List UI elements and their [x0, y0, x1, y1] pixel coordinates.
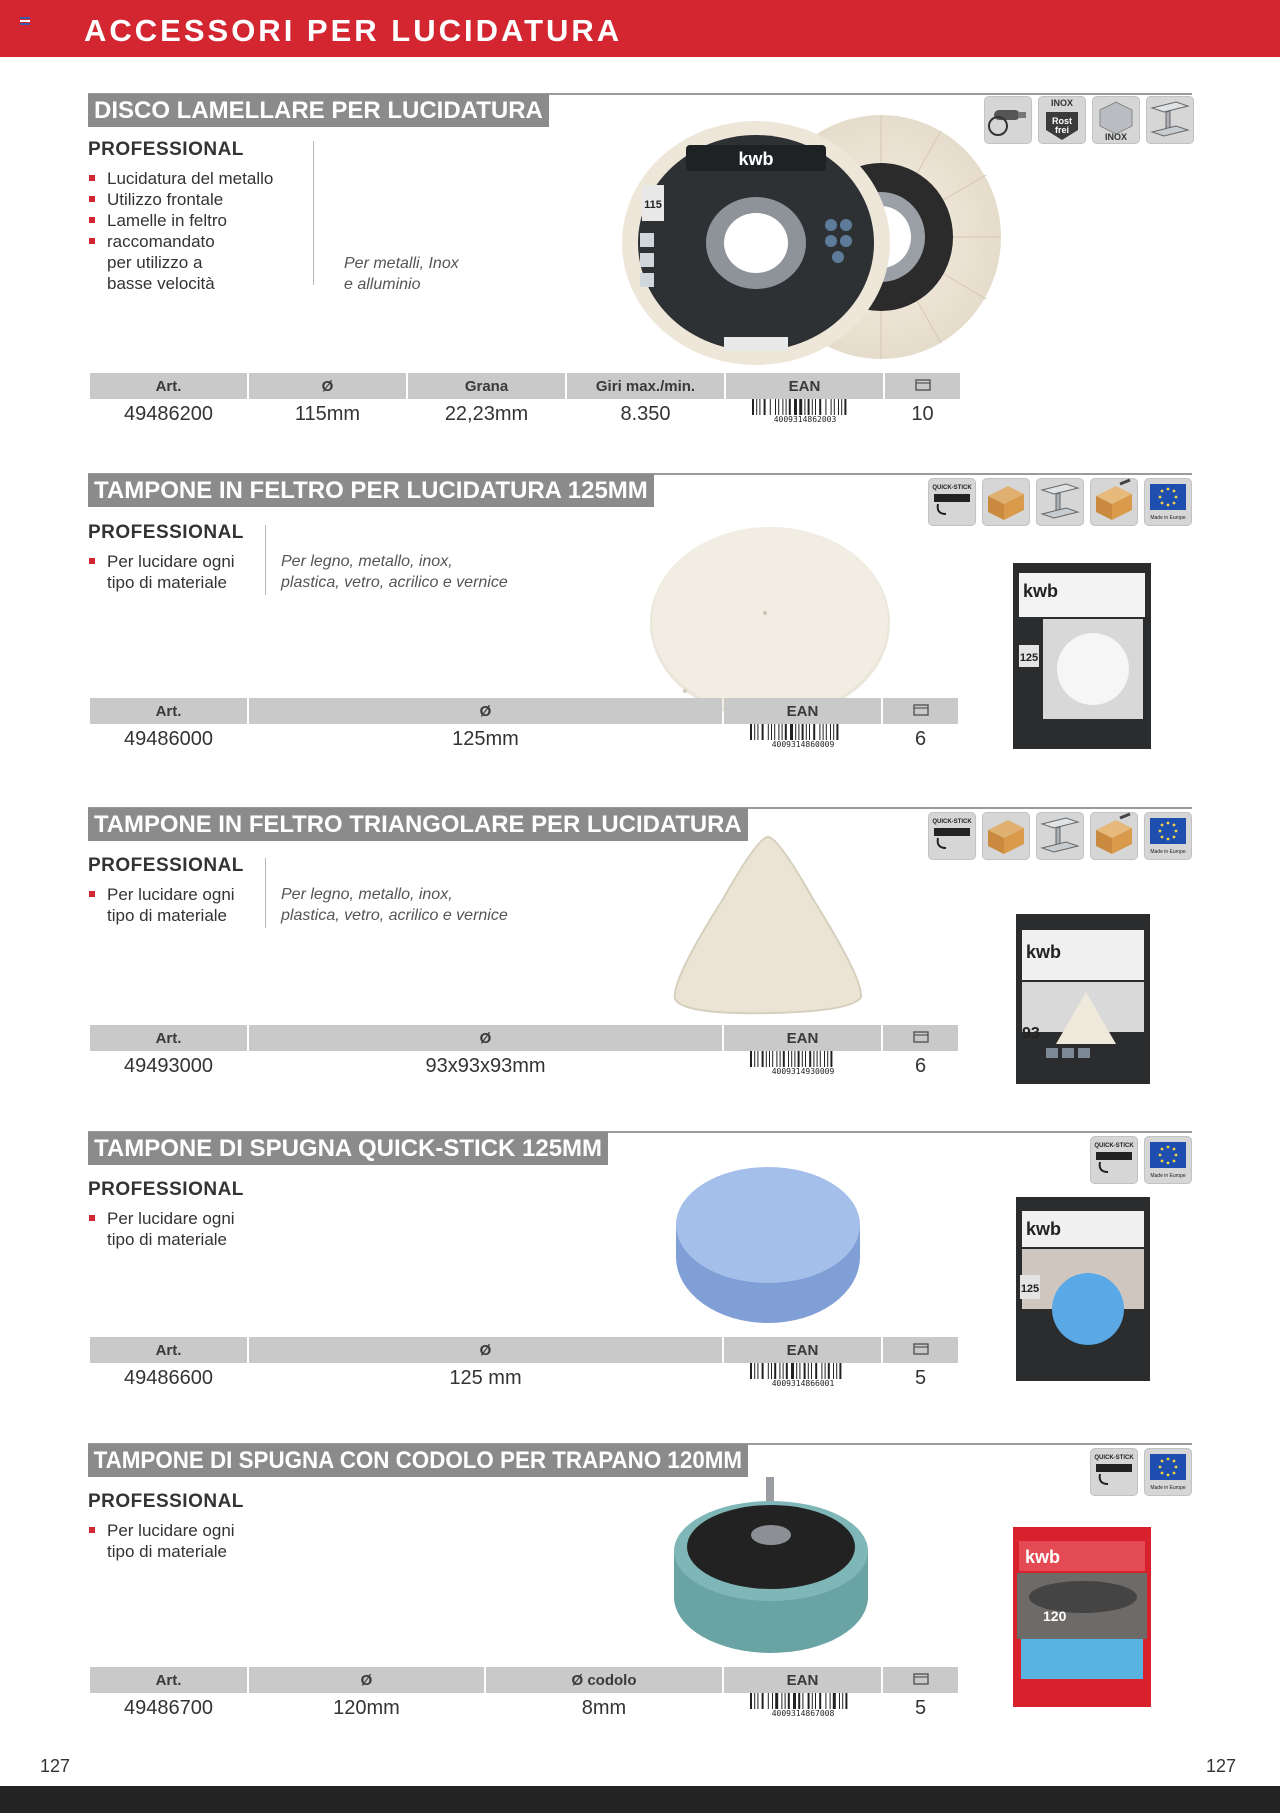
- badge-icons: [1090, 1448, 1192, 1496]
- svg-text:120: 120: [1043, 1608, 1067, 1624]
- angle-grinder-icon: [984, 96, 1032, 144]
- ean-barcode: [724, 1693, 881, 1723]
- col-header: Ø: [249, 1337, 722, 1363]
- section-spugna-quick-stick: [88, 1131, 1192, 1421]
- ean-barcode: [724, 1363, 881, 1393]
- quick-stick-icon: [928, 478, 976, 526]
- page-title: ACCESSORI PER LUCIDATURA: [84, 13, 623, 48]
- made-in-europe-icon: [1144, 1136, 1192, 1184]
- art-number: 49486600: [124, 1366, 213, 1389]
- ean-number: 4009314866001: [771, 1379, 834, 1387]
- svg-text:kwb: kwb: [1026, 1219, 1062, 1239]
- box-icon: [883, 1025, 958, 1051]
- material-note: Per metalli, Inox e alluminio: [344, 255, 459, 293]
- spec-table: [88, 1337, 960, 1393]
- svg-text:125: 125: [1019, 652, 1039, 664]
- made-in-europe-icon: [1144, 1448, 1192, 1496]
- section-title: TAMPONE IN FELTRO PER LUCIDATURA 125MM: [88, 474, 654, 507]
- svg-text:QUICK-STICK: QUICK-STICK: [1094, 1143, 1134, 1149]
- col-header: EAN: [724, 1337, 881, 1363]
- barcode-graphic: [748, 1051, 858, 1075]
- disc-size: 115: [644, 199, 662, 211]
- section-title: DISCO LAMELLARE PER LUCIDATURA: [88, 94, 549, 127]
- made-in-europe-icon: [1144, 812, 1192, 860]
- col-header: EAN: [724, 1667, 881, 1693]
- col-header: Art.: [90, 1025, 247, 1051]
- svg-text:kwb: kwb: [1026, 942, 1062, 962]
- svg-text:93: 93: [1022, 1025, 1040, 1042]
- barcode-graphic: [748, 1363, 858, 1387]
- disc-brand: kwb: [738, 149, 774, 169]
- box-icon: [883, 1337, 958, 1363]
- package-qty: 6: [914, 727, 927, 750]
- tier-label: PROFESSIONAL: [88, 855, 244, 876]
- col-header: Ø codolo: [486, 1667, 722, 1693]
- badge-icons: [928, 478, 1192, 526]
- ean-barcode: [724, 724, 881, 754]
- col-header: Ø: [249, 1667, 484, 1693]
- col-header: EAN: [726, 373, 883, 399]
- svg-text:INOX: INOX: [1104, 132, 1128, 142]
- ean-number: 4009314862003: [773, 415, 836, 423]
- art-number: 49486200: [124, 402, 213, 425]
- col-header: EAN: [724, 698, 881, 724]
- wood-varnish-icon: [1090, 812, 1138, 860]
- inox-rost-frei-icon: [1038, 96, 1086, 144]
- package-qty: 5: [914, 1366, 927, 1389]
- col-header: Art.: [90, 698, 247, 724]
- section-title: TAMPONE DI SPUGNA QUICK-STICK 125MM: [88, 1132, 608, 1165]
- divider: [265, 858, 266, 928]
- diameter-value: 120mm: [333, 1696, 400, 1719]
- tier-label: PROFESSIONAL: [88, 139, 244, 160]
- quick-stick-icon: [1090, 1448, 1138, 1496]
- giri-value: 8.350: [620, 402, 671, 425]
- wood-icon: [982, 812, 1030, 860]
- feature-list: [88, 884, 235, 926]
- inox-sink-icon: [1092, 96, 1140, 144]
- feature-item: raccomandato per utilizzo a basse velocità: [88, 231, 273, 294]
- feature-list: [88, 168, 273, 294]
- table-row: [90, 724, 958, 754]
- package-qty: 6: [914, 1054, 927, 1077]
- box-icon: [883, 698, 958, 724]
- header-bar: [0, 0, 1280, 57]
- spec-table: [88, 698, 960, 754]
- section-title: TAMPONE IN FELTRO TRIANGOLARE PER LUCIDATURA: [88, 808, 748, 841]
- art-number: 49486000: [124, 727, 213, 750]
- table-row: [90, 1363, 958, 1393]
- quick-stick-icon: [1090, 1136, 1138, 1184]
- packaging-image: [1013, 563, 1151, 749]
- svg-text:INOX: INOX: [1050, 98, 1074, 108]
- art-number: 49486700: [124, 1696, 213, 1719]
- steel-beam-icon: [1036, 812, 1084, 860]
- feature-item: Lamelle in feltro: [88, 210, 273, 231]
- col-header: Art.: [90, 1337, 247, 1363]
- divider: [313, 141, 314, 285]
- svg-text:125: 125: [1020, 1283, 1040, 1295]
- box-icon: [883, 1667, 958, 1693]
- section-tampone-triangolare: [88, 807, 1192, 1107]
- col-header: Art.: [90, 373, 247, 399]
- barcode-graphic: [748, 1693, 858, 1717]
- diameter-value: 93x93x93mm: [425, 1054, 546, 1077]
- col-header: Art.: [90, 1667, 247, 1693]
- barcode-graphic: [750, 399, 860, 423]
- feature-item: Lucidatura del metallo: [88, 168, 273, 189]
- feature-item: Per lucidare ogni tipo di materiale: [88, 884, 235, 926]
- codolo-value: 8mm: [581, 1696, 627, 1719]
- svg-text:Made in Europe: Made in Europe: [1150, 849, 1186, 855]
- footer-bar: [0, 1786, 1280, 1813]
- col-header: EAN: [724, 1025, 881, 1051]
- col-header: Ø: [249, 373, 406, 399]
- triangle-pad-image: [653, 829, 883, 1029]
- svg-text:Made in Europe: Made in Europe: [1150, 1173, 1186, 1179]
- wood-icon: [982, 478, 1030, 526]
- packaging-image: [1013, 1527, 1151, 1707]
- spec-table: [88, 1025, 960, 1081]
- package-qty: 5: [914, 1696, 927, 1719]
- feature-item: Per lucidare ogni tipo di materiale: [88, 1208, 235, 1250]
- packaging-image: [1016, 1197, 1150, 1381]
- barcode-graphic: [748, 724, 858, 748]
- art-number: 49493000: [124, 1054, 213, 1077]
- wood-varnish-icon: [1090, 478, 1138, 526]
- col-header: Grana: [408, 373, 565, 399]
- material-note: Per legno, metallo, inox, plastica, vetro, acrilico e vernice: [281, 886, 508, 924]
- divider: [265, 525, 266, 595]
- package-qty: 10: [911, 402, 934, 425]
- page-number-right: 127: [1206, 1756, 1237, 1776]
- table-row: [90, 1051, 958, 1081]
- col-header: Ø: [249, 1025, 722, 1051]
- flag-icon: [20, 17, 30, 25]
- svg-text:Made in Europe: Made in Europe: [1150, 1485, 1186, 1491]
- table-row: [90, 399, 960, 429]
- col-header: Ø: [249, 698, 722, 724]
- svg-text:kwb: kwb: [1025, 1547, 1061, 1567]
- diameter-value: 125mm: [452, 727, 519, 750]
- sponge-pad-image: [668, 1161, 868, 1331]
- box-icon: [885, 373, 960, 399]
- grana-value: 22,23mm: [444, 402, 529, 425]
- feature-item: Utilizzo frontale: [88, 189, 273, 210]
- tier-label: PROFESSIONAL: [88, 1491, 244, 1512]
- felt-pad-image: [645, 521, 895, 721]
- ean-barcode: [726, 399, 883, 429]
- svg-text:QUICK-STICK: QUICK-STICK: [1094, 1455, 1134, 1461]
- section-tampone-feltro-125: [88, 473, 1192, 773]
- badge-icons: [928, 812, 1192, 860]
- feature-item: Per lucidare ogni tipo di materiale: [88, 1520, 235, 1562]
- badge-icons: [1090, 1136, 1192, 1184]
- packaging-image: [1016, 914, 1150, 1084]
- feature-list: [88, 1520, 235, 1562]
- steel-beam-icon: [1036, 478, 1084, 526]
- made-in-europe-icon: [1144, 478, 1192, 526]
- steel-beam-icon: [1146, 96, 1194, 144]
- ean-barcode: [724, 1051, 881, 1081]
- svg-text:QUICK-STICK: QUICK-STICK: [932, 819, 972, 825]
- table-row: [90, 1693, 958, 1723]
- feature-list: [88, 551, 235, 593]
- svg-text:QUICK-STICK: QUICK-STICK: [932, 485, 972, 491]
- col-header: Giri max./min.: [567, 373, 724, 399]
- badge-icons: [984, 96, 1194, 144]
- svg-text:Made in Europe: Made in Europe: [1150, 515, 1186, 521]
- ean-number: 4009314860009: [771, 740, 834, 748]
- section-spugna-codolo: [88, 1443, 1192, 1743]
- svg-text:kwb: kwb: [1023, 581, 1059, 601]
- tier-label: PROFESSIONAL: [88, 522, 244, 543]
- feature-item: Per lucidare ogni tipo di materiale: [88, 551, 235, 593]
- flap-disc-image: [556, 115, 1036, 365]
- page-number-left: 127: [40, 1756, 71, 1776]
- quick-stick-icon: [928, 812, 976, 860]
- ean-number: 4009314867008: [771, 1709, 834, 1717]
- svg-text:frei: frei: [1054, 125, 1070, 135]
- diameter-value: 115mm: [294, 402, 361, 425]
- spec-table: [88, 1667, 960, 1723]
- ean-number: 4009314930009: [771, 1067, 834, 1075]
- material-note: Per legno, metallo, inox, plastica, vetro, acrilico e vernice: [281, 553, 508, 591]
- svg-text:Rost: Rost: [1052, 116, 1072, 126]
- drill-sponge-image: [666, 1477, 876, 1657]
- section-disco-lamellare: [88, 93, 1192, 438]
- feature-list: [88, 1208, 235, 1250]
- tier-label: PROFESSIONAL: [88, 1179, 244, 1200]
- diameter-value: 125 mm: [449, 1366, 522, 1389]
- section-title: TAMPONE DI SPUGNA CON CODOLO PER TRAPANO 120MM: [88, 1444, 748, 1477]
- spec-table: [88, 373, 962, 429]
